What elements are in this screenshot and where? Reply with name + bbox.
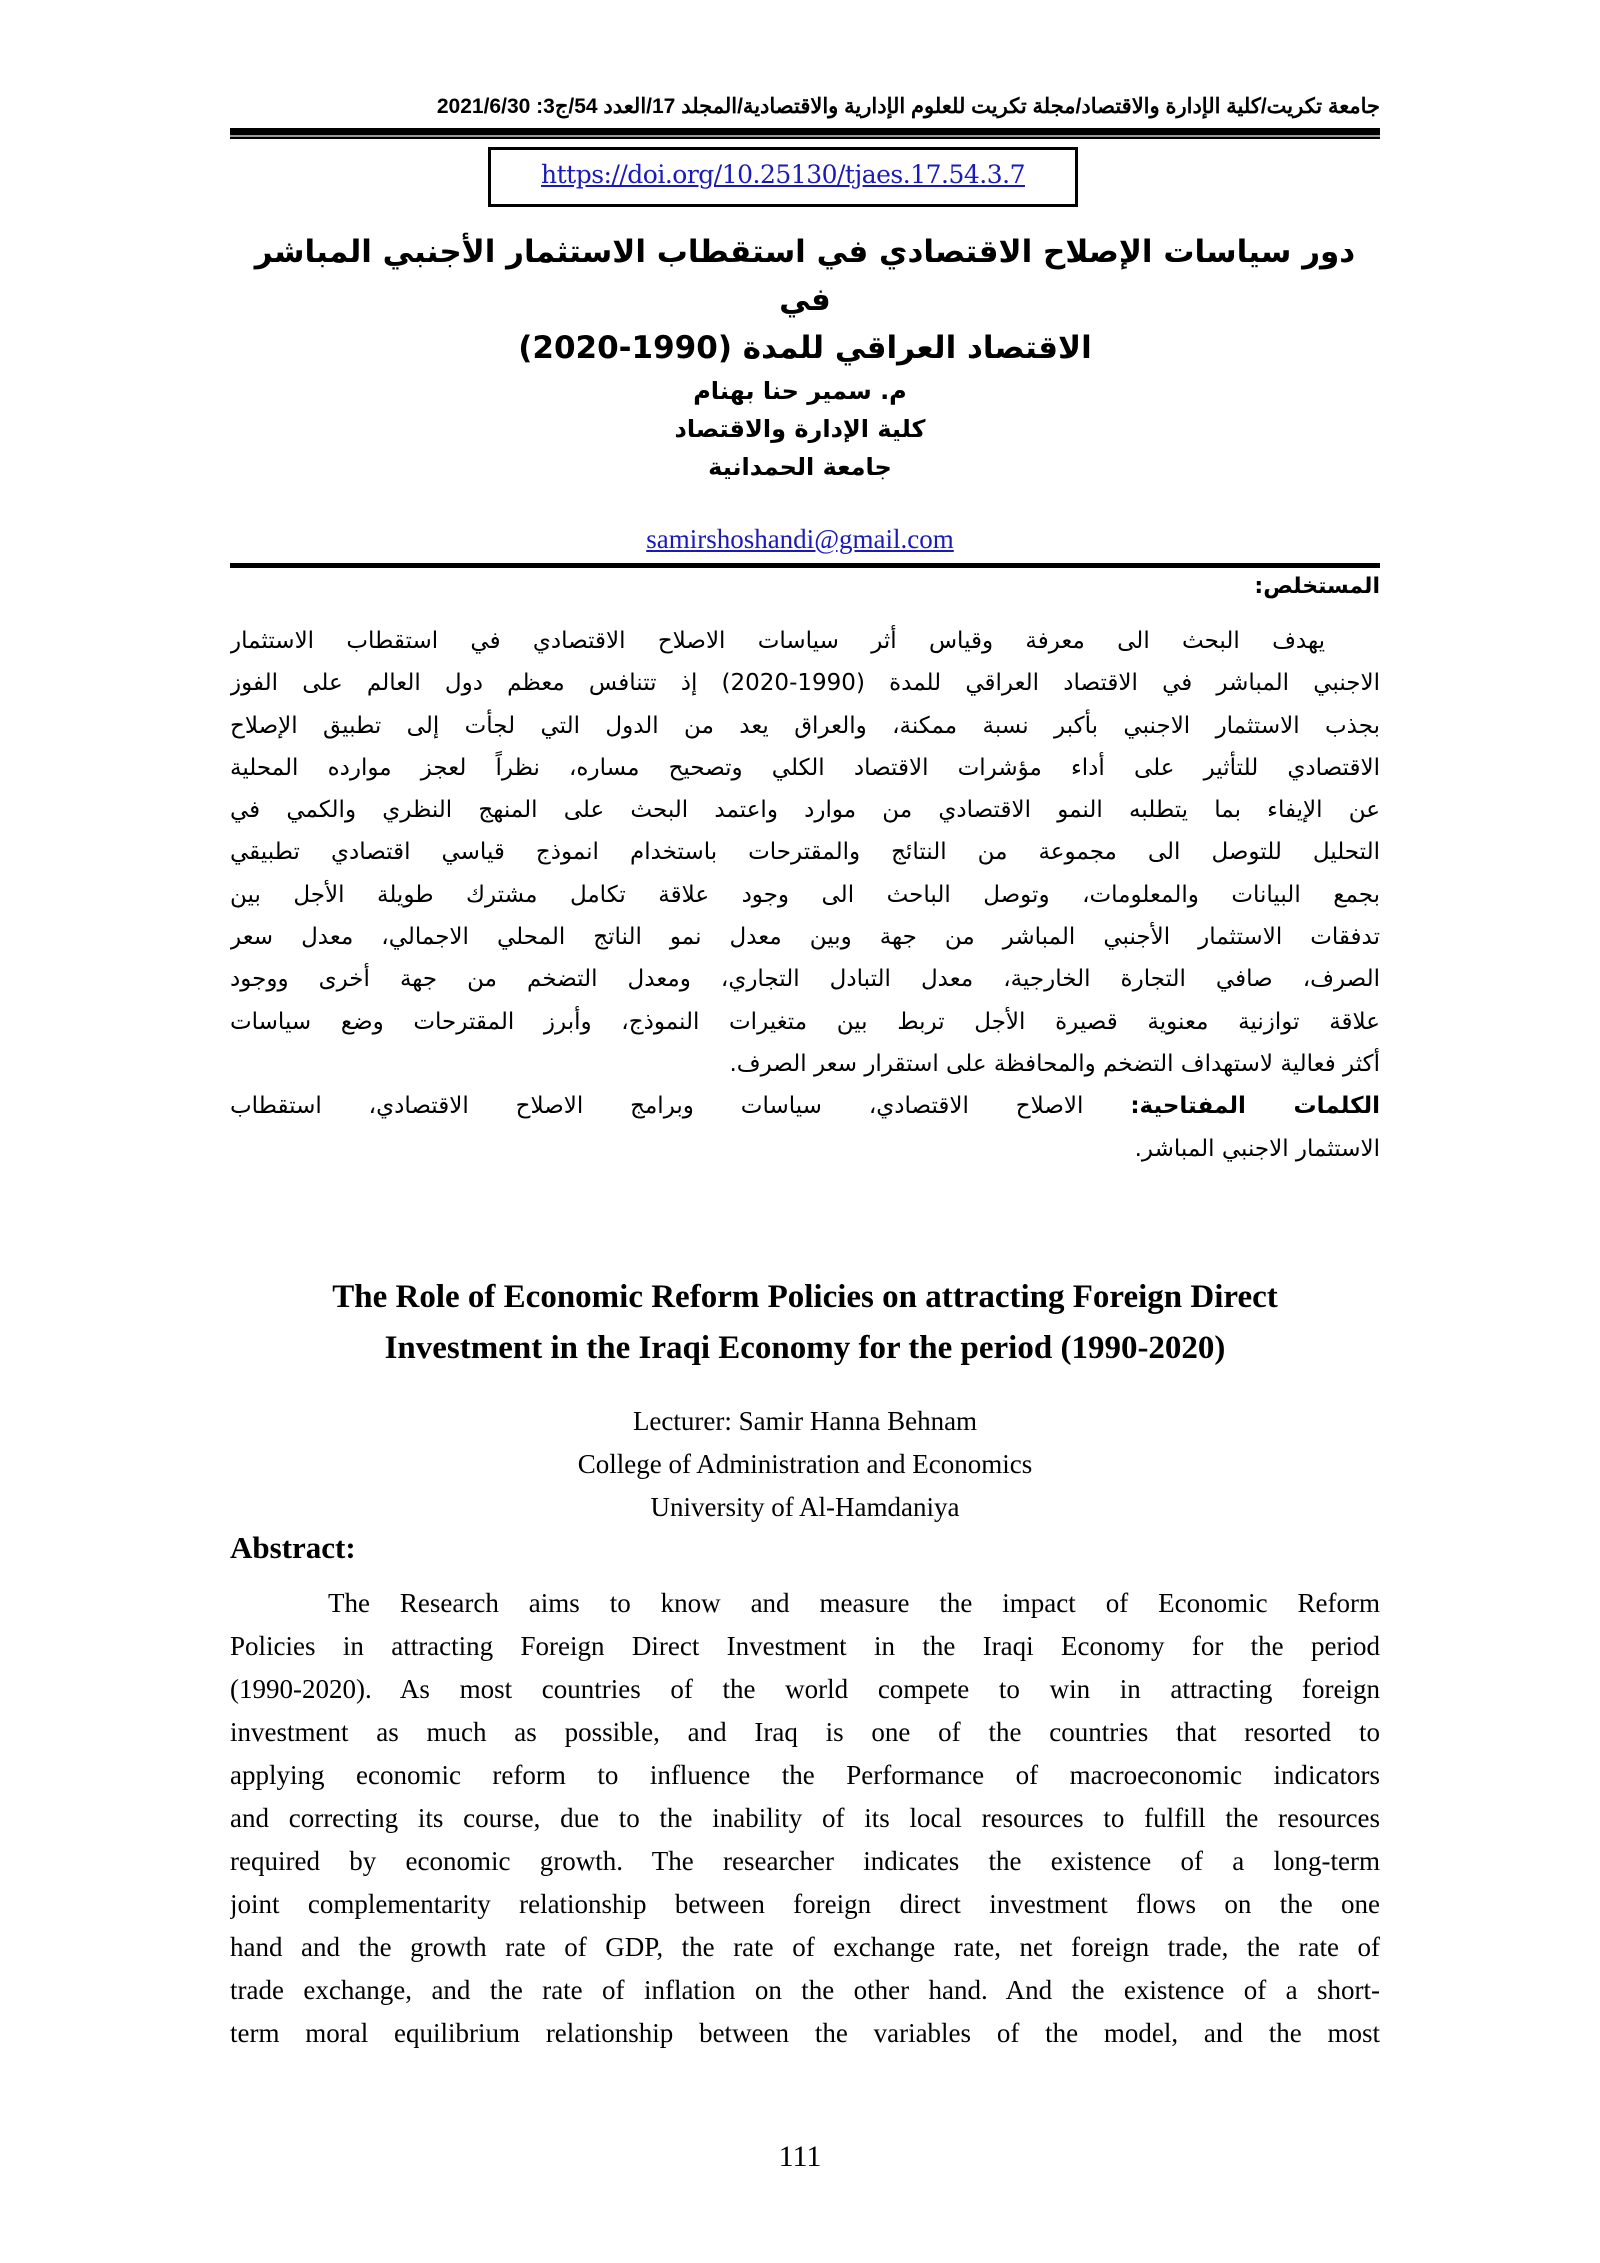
author-email-link[interactable]: samirshoshandi@gmail.com <box>646 524 954 554</box>
section-rule <box>230 563 1380 568</box>
arabic-abstract-line: التحليل للتوصل الى مجموعة من النتائج والمقترحات باستخدام انموذج قياسي اقتصادي تطبيقي <box>230 839 1380 866</box>
english-title <box>230 1272 1380 1374</box>
english-abstract-line: hand and the growth rate of GDP, the rate of exchange rate, net foreign trade, the rate of <box>230 1932 1380 1962</box>
english-abstract-line: The Research aims to know and measure the impact of Economic Reform <box>328 1588 1380 1618</box>
english-abstract-line: and correcting its course, due to the inability of its local resources to fulfill the resources <box>230 1803 1380 1833</box>
arabic-author-name: م. سمير حنا بهنام <box>693 377 907 405</box>
arabic-keywords <box>230 1085 1380 1127</box>
doi-box <box>488 147 1078 207</box>
english-abstract-line: term moral equilibrium relationship between the variables of the model, and the most <box>230 2018 1380 2048</box>
english-title-line: The Role of Economic Reform Policies on attracting Foreign Direct <box>332 1279 1278 1315</box>
arabic-college: كلية الإدارة والاقتصاد <box>674 415 926 443</box>
arabic-abstract-line: علاقة توازنية معنوية قصيرة الأجل تربط بين متغيرات النموذج، وأبرز المقترحات وضع سياسات <box>230 1008 1380 1035</box>
english-author-name: Lecturer: Samir Hanna Behnam <box>632 1406 978 1436</box>
arabic-title-line: دور سياسات الإصلاح الاقتصادي في استقطاب الاستثمار الأجنبي المباشر في <box>254 234 1356 318</box>
keywords-label: الكلمات المفتاحية: <box>1130 1093 1380 1120</box>
arabic-abstract-line: بجذب الاستثمار الاجنبي بأكبر نسبة ممكنة، والعراق يعد من الدول التي لجأت إلى تطبيق الإصلاح <box>230 712 1380 739</box>
english-title-line: Investment in the Iraqi Economy for the period (1990-2020) <box>384 1330 1226 1366</box>
english-abstract-line: investment as much as possible, and Iraq is one of the countries that resorted to <box>230 1717 1380 1747</box>
page-number: 111 <box>778 2140 822 2173</box>
arabic-keywords-continued: الاستثمار الاجنبي المباشر. <box>1134 1135 1380 1162</box>
english-abstract-heading: Abstract: <box>230 1530 356 1565</box>
arabic-abstract-line: تدفقات الاستثمار الأجنبي المباشر من جهة وبين معدل نمو الناتج المحلي الاجمالي، معدل سعر <box>230 924 1380 951</box>
english-university: University of Al-Hamdaniya <box>650 1492 960 1522</box>
english-college: College of Administration and Economics <box>577 1449 1033 1479</box>
english-author-block <box>230 1400 1380 1529</box>
arabic-title <box>250 228 1360 372</box>
arabic-abstract-line: الاقتصادي للتأثير على أداء مؤشرات الاقتصاد الكلي وتصحيح مساره، نظراً لعجز موارده المحلية <box>230 754 1380 781</box>
arabic-abstract-line: الصرف، صافي التجارة الخارجية، معدل التبادل التجاري، ومعدل التضخم من جهة أخرى ووجود <box>230 966 1380 993</box>
english-abstract-line: Policies in attracting Foreign Direct Investment in the Iraqi Economy for the period <box>230 1631 1380 1661</box>
arabic-abstract-line: الاجنبي المباشر في الاقتصاد العراقي للمدة (1990-2020) إذ تتنافس معظم دول العالم على الفوز <box>230 670 1380 697</box>
english-abstract-line: joint complementarity relationship between foreign direct investment flows on the one <box>230 1889 1380 1919</box>
arabic-university: جامعة الحمدانية <box>708 453 892 481</box>
arabic-abstract-line: أكثر فعالية لاستهداف التضخم والمحافظة على استقرار سعر الصرف. <box>729 1050 1380 1077</box>
arabic-abstract-line: يهدف البحث الى معرفة وقياس أثر سياسات الاصلاح الاقتصادي في استقطاب الاستثمار <box>230 628 1325 654</box>
header-rule-thin <box>230 137 1380 139</box>
english-abstract-line: (1990-2020). As most countries of the world compete to win in attracting foreign <box>230 1674 1380 1704</box>
arabic-abstract-line: عن الإيفاء بما يتطلبه النمو الاقتصادي من موارد واعتمد البحث على المنهج النظري والكمي في <box>230 797 1380 824</box>
english-abstract <box>230 1582 1380 2055</box>
arabic-author-block <box>400 372 1200 486</box>
journal-header: جامعة تكريت/كلية الإدارة والاقتصاد/مجلة تكريت للعلوم الإدارية والاقتصادية/المجلد 17/العدد 54/ج3: 2021/6/30 <box>436 95 1380 118</box>
arabic-abstract <box>230 620 1380 1170</box>
arabic-title-line: الاقتصاد العراقي للمدة (1990-2020) <box>518 330 1092 366</box>
header-rule-thick <box>230 128 1380 135</box>
keywords-text: الاصلاح الاقتصادي، سياسات وبرامج الاصلاح الاقتصادي، استقطاب <box>230 1093 1131 1120</box>
doi-link[interactable]: https://doi.org/10.25130/tjaes.17.54.3.7 <box>541 160 1025 189</box>
english-abstract-line: trade exchange, and the rate of inflation on the other hand. And the existence of a short- <box>230 1975 1380 2005</box>
english-abstract-line: required by economic growth. The researcher indicates the existence of a long-term <box>230 1846 1380 1876</box>
english-abstract-line: applying economic reform to influence the Performance of macroeconomic indicators <box>230 1760 1380 1790</box>
arabic-abstract-heading: المستخلص: <box>1254 574 1380 599</box>
arabic-abstract-line: بجمع البيانات والمعلومات، وتوصل الباحث الى وجود علاقة تكامل مشترك طويلة الأجل بين <box>230 881 1380 908</box>
